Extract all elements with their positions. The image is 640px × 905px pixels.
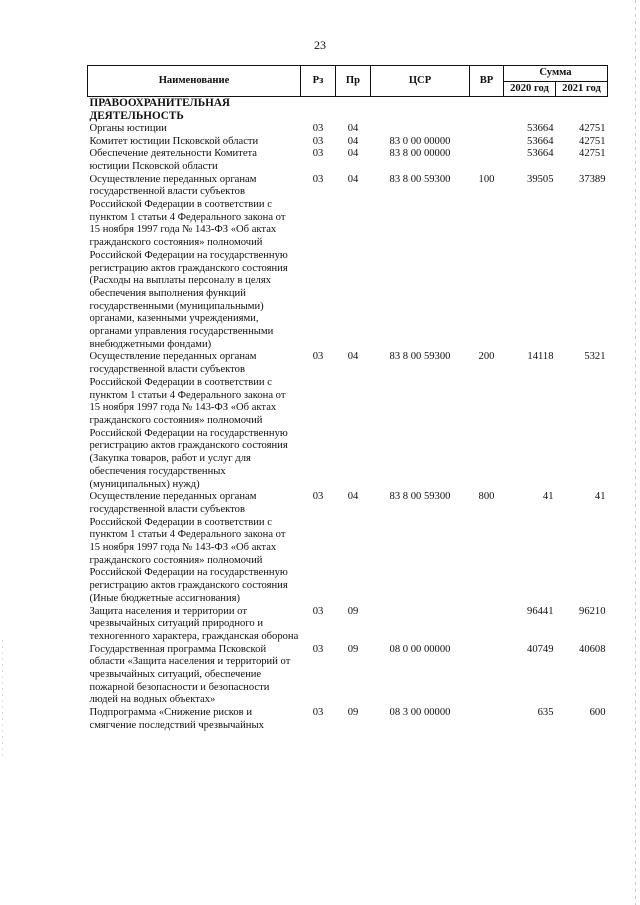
row-2020-value-cell: 53664: [527, 135, 554, 147]
row-pr-cell: 09: [347, 605, 359, 617]
table-row: [88, 174, 608, 352]
row-2020-value-cell: 96441: [527, 605, 554, 617]
row-vr-cell: 100: [478, 173, 495, 185]
row-2020-value-cell: [504, 97, 556, 123]
row-rz-cell: 03: [312, 643, 324, 655]
table-row: [88, 644, 608, 708]
header-csr: ЦСР: [371, 66, 470, 97]
row-vr-cell: [470, 97, 504, 123]
row-2021-value-cell: 42751: [579, 122, 606, 134]
row-name-cell: Осуществление переданных органам государственной власти субъектов Российской Федерации в соответствии с пунктом 1 статьи 4 Федерального закона от 15 ноября 1997 года № 143-ФЗ «Об актах гражданского состояния» полномочий Российской Федерации на государственную регистрацию актов гражданского состояния (Расходы на выплаты персоналу в целях обеспечения выполнения функций государственными (муниципальными) органами, казенными учреждениями, органами управления государственными внебюджетными фондами): [89, 173, 288, 350]
row-csr-cell: 83 8 00 59300: [389, 491, 451, 503]
row-rz-cell: 03: [312, 122, 324, 134]
row-csr-cell: [371, 606, 470, 644]
header-sum: Сумма: [504, 66, 608, 82]
table-row: [88, 123, 608, 136]
row-2020-value-cell: 41: [542, 491, 554, 503]
row-vr-cell: [470, 123, 504, 136]
row-pr-cell: [336, 97, 371, 123]
row-2021-value-cell: 41: [594, 491, 606, 503]
row-csr-cell: 08 3 00 00000: [389, 707, 451, 719]
page-number: 23: [314, 38, 326, 52]
row-pr-cell: 04: [347, 173, 359, 185]
row-pr-cell: 04: [347, 491, 359, 503]
row-csr-cell: [371, 97, 470, 123]
row-csr-cell: 83 8 00 59300: [389, 173, 451, 185]
row-csr-cell: 83 0 00 00000: [389, 135, 451, 147]
row-vr-cell: 200: [478, 351, 495, 363]
row-vr-cell: 800: [478, 491, 495, 503]
row-name-cell: Осуществление переданных органам государственной власти субъектов Российской Федерации в соответствии с пунктом 1 статьи 4 Федерального закона от 15 ноября 1997 года № 143-ФЗ «Об актах гражданского состояния» полномочий Российской Федерации на государственную регистрацию актов гражданского состояния (Иные бюджетные ассигнования): [89, 491, 288, 604]
row-2021-value-cell: 5321: [584, 351, 606, 363]
row-name-cell: Осуществление переданных органам государственной власти субъектов Российской Федерации в соответствии с пунктом 1 статьи 4 Федерального закона от 15 ноября 1997 года № 143-ФЗ «Об актах гражданского состояния» полномочий Российской Федерации на государственную регистрацию актов гражданского состояния (Закупка товаров, работ и услуг для обеспечения государственных (муниципальных) нужд): [89, 351, 288, 490]
row-pr-cell: 09: [347, 707, 359, 719]
row-name-cell: ПРАВООХРАНИТЕЛЬНАЯ ДЕЯТЕЛЬНОСТЬ: [89, 97, 231, 123]
row-rz-cell: 03: [312, 135, 324, 147]
row-2021-value-cell: 600: [589, 707, 606, 719]
table-body: [88, 97, 608, 733]
row-rz-cell: 03: [312, 351, 324, 363]
row-rz-cell: 03: [312, 491, 324, 503]
row-2020-value-cell: 53664: [527, 122, 554, 134]
row-pr-cell: 04: [347, 122, 359, 134]
row-csr-cell: [371, 123, 470, 136]
table-row: [88, 606, 608, 644]
table-row: [88, 351, 608, 491]
row-name-cell: Комитет юстиции Псковской области: [89, 135, 259, 147]
row-pr-cell: 04: [347, 148, 359, 160]
row-2021-value-cell: [556, 97, 608, 123]
row-name-cell: Органы юстиции: [89, 122, 167, 134]
row-csr-cell: 08 0 00 00000: [389, 643, 451, 655]
row-2021-value-cell: 42751: [579, 135, 606, 147]
header-name: Наименование: [88, 66, 301, 97]
row-2021-value-cell: 40608: [579, 643, 606, 655]
row-2020-value-cell: 14118: [527, 351, 554, 363]
row-vr-cell: [470, 136, 504, 149]
row-name-cell: Защита населения и территории от чрезвычайных ситуаций природного и техногенного характера, гражданская оборона: [89, 605, 299, 642]
header-rz: Рз: [301, 66, 336, 97]
row-2020-value-cell: 39505: [527, 173, 554, 185]
row-name-cell: Обеспечение деятельности Комитета юстиции Псковской области: [89, 148, 257, 172]
row-2020-value-cell: 53664: [527, 148, 554, 160]
scan-edge-artifact-left: [2, 640, 3, 760]
row-rz-cell: 03: [312, 148, 324, 160]
row-csr-cell: 83 8 00 00000: [389, 148, 451, 160]
table-row: [88, 148, 608, 173]
row-2021-value-cell: 42751: [579, 148, 606, 160]
table-row: [88, 136, 608, 149]
row-pr-cell: 04: [347, 351, 359, 363]
row-pr-cell: 09: [347, 643, 359, 655]
header-vr: ВР: [470, 66, 504, 97]
table-row: [88, 707, 608, 732]
row-2020-value-cell: 40749: [527, 643, 554, 655]
row-vr-cell: [470, 148, 504, 173]
row-rz-cell: [301, 97, 336, 123]
row-2021-value-cell: 37389: [579, 173, 606, 185]
row-2020-value-cell: 635: [537, 707, 554, 719]
header-pr: Пр: [336, 66, 371, 97]
scan-edge-artifact: [635, 0, 636, 905]
row-name-cell: Государственная программа Псковской области «Защита населения и территорий от чрезвычайных ситуаций, обеспечение пожарной безопасности и безопасности людей на водных объектах»: [89, 643, 291, 706]
table-row: [88, 97, 608, 123]
row-2021-value-cell: 96210: [579, 605, 606, 617]
row-rz-cell: 03: [312, 605, 324, 617]
budget-table: [87, 65, 608, 733]
row-pr-cell: 04: [347, 135, 359, 147]
header-year-2020: 2020 год: [504, 81, 556, 97]
header-year-2021: 2021 год: [556, 81, 608, 97]
table-row: [88, 491, 608, 605]
table-header: [88, 66, 608, 97]
row-rz-cell: 03: [312, 173, 324, 185]
row-vr-cell: [470, 606, 504, 644]
row-vr-cell: [470, 644, 504, 708]
row-name-cell: Подпрограмма «Снижение рисков и смягчение последствий чрезвычайных: [89, 707, 264, 731]
row-rz-cell: 03: [312, 707, 324, 719]
row-csr-cell: 83 8 00 59300: [389, 351, 451, 363]
row-vr-cell: [470, 707, 504, 732]
